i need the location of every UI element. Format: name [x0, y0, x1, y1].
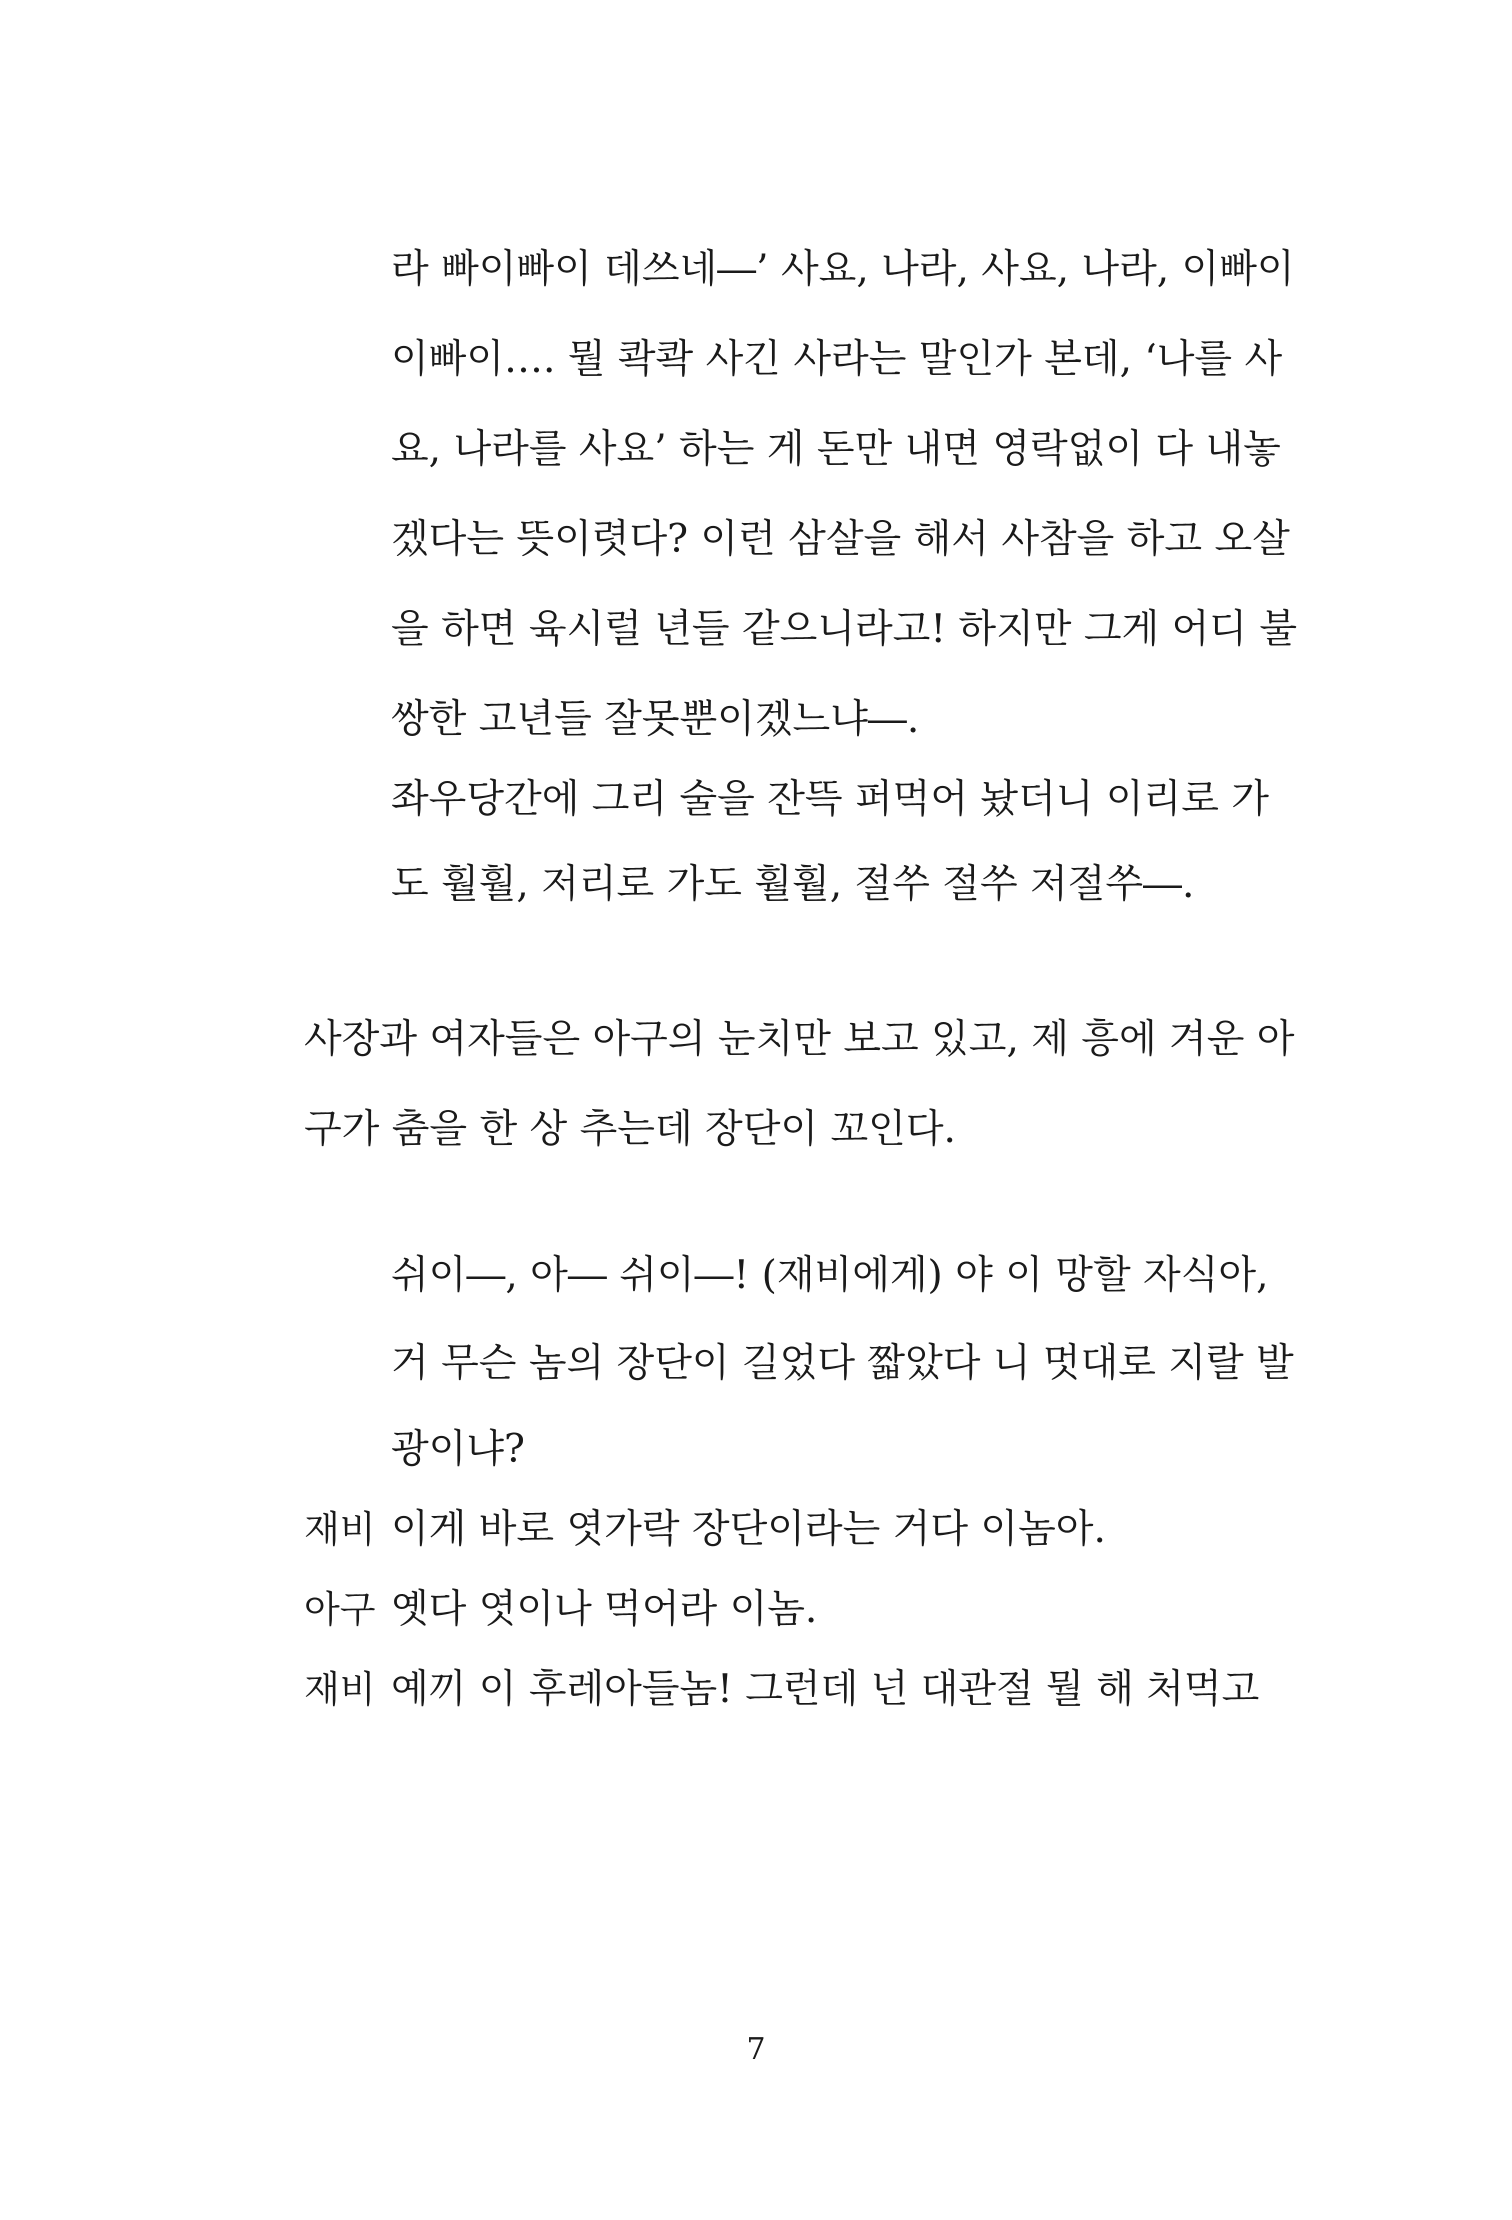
dialogue-line	[304, 1500, 1106, 1560]
dialogue-text: 이게 바로 엿가락 장단이라는 거다 이놈아.	[391, 1507, 1106, 1552]
speech-line: 쉬이―, 아― 쉬이―! (재비에게) 야 이 망할 자식아,	[391, 1253, 1269, 1298]
speech-line: 라 빠이빠이 데쓰네―’ 사요, 나라, 사요, 나라, 이빠이	[391, 247, 1295, 292]
stage-direction-line: 구가 춤을 한 상 추는데 장단이 꼬인다.	[304, 1107, 956, 1152]
speech-line: 거 무슨 놈의 장단이 길었다 짧았다 니 멋대로 지랄 발	[391, 1341, 1294, 1386]
dialogue-line	[304, 1660, 1259, 1720]
dialogue-line	[304, 1580, 817, 1640]
speech-line: 광이냐?	[391, 1427, 525, 1472]
speech-line: 겠다는 뜻이렷다? 이런 삼살을 해서 사참을 하고 오살	[391, 517, 1290, 562]
speaker-name: 재비	[304, 1508, 376, 1551]
speech-line: 쌍한 고년들 잘못뿐이겠느냐―.	[391, 697, 920, 742]
dialogue-text: 옛다 엿이나 먹어라 이놈.	[391, 1587, 818, 1632]
stage-direction-line: 사장과 여자들은 아구의 눈치만 보고 있고, 제 흥에 겨운 아	[304, 1017, 1295, 1062]
speech-line: 을 하면 육시럴 년들 같으니라고! 하지만 그게 어디 불	[391, 607, 1298, 652]
speech-line: 이빠이…. 뭘 콱콱 사긴 사라는 말인가 본데, ‘나를 사	[391, 337, 1283, 382]
speech-line: 요, 나라를 사요’ 하는 게 돈만 내면 영락없이 다 내놓	[391, 427, 1281, 472]
speech-line: 도 훨훨, 저리로 가도 훨훨, 절쑤 절쑤 저절쑤―.	[391, 862, 1195, 907]
dialogue-text: 예끼 이 후레아들놈! 그런데 넌 대관절 뭘 해 처먹고	[391, 1667, 1260, 1712]
speech-line: 좌우당간에 그리 술을 잔뜩 퍼먹어 놨더니 이리로 가	[391, 777, 1269, 822]
speaker-name: 재비	[304, 1668, 376, 1711]
page-number: 7	[746, 2032, 766, 2067]
speaker-name: 아구	[304, 1588, 376, 1631]
